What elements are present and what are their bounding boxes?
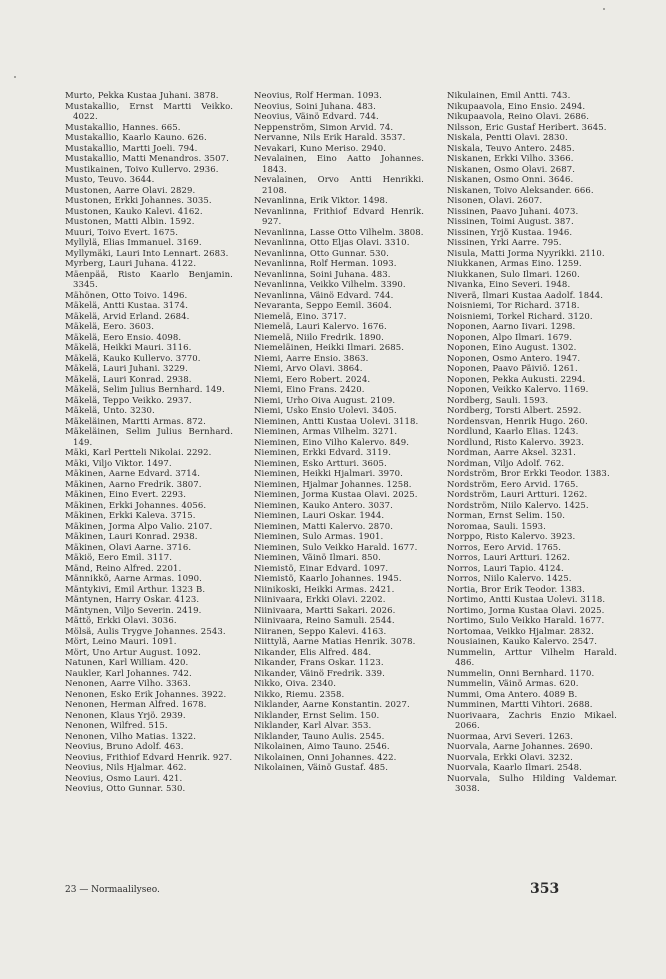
- index-entry: Niemistö, Kaarlo Johannes. 1945.: [254, 574, 402, 584]
- index-entry: Nenonen, Vilho Matias. 1322.: [65, 731, 197, 742]
- index-entry: Mänd, Reino Alfred. 2201.: [65, 563, 182, 574]
- index-entry: Nenonen, Klaus Yrjö. 2939.: [65, 710, 186, 721]
- index-entry: Niukkanen, Armas Eino. 1259.: [447, 259, 582, 269]
- index-entry: Musto, Teuvo. 3644.: [65, 175, 155, 185]
- index-entry: Nuormaa, Arvi Severi. 1263.: [447, 731, 574, 742]
- index-entry: Nuorvala, Erkki Olavi. 3232.: [447, 752, 573, 763]
- index-entry: Mäki, Viljo Viktor. 1497.: [65, 458, 172, 469]
- index-entry: Mäkelä, Arvid Erland. 2684.: [65, 311, 190, 322]
- index-entry: Mäkelä, Unto. 3230.: [65, 406, 155, 416]
- index-entry: Nikolainen, Aimo Tauno. 2546.: [254, 742, 390, 752]
- index-entry: Mustonen, Kauko Kalevi. 4162.: [65, 206, 203, 217]
- index-entry: Mäntynen, Viljo Severin. 2419.: [65, 605, 202, 616]
- index-entry: Nortimo, Antti Kustaa Uolevi. 3118.: [447, 595, 606, 605]
- index-entry: Nieminen, Esko Artturi. 3605.: [254, 458, 387, 469]
- index-entry: Niinikoski, Heikki Armas. 2421.: [254, 584, 395, 595]
- index-column-1: [65, 91, 233, 795]
- index-entry: Niskanen, Toivo Aleksander. 666.: [447, 185, 594, 196]
- index-entry: Nevalainen, Orvo Antti Henrikki. 2108.: [254, 175, 424, 196]
- index-entry: Mustakallio, Hannes. 665.: [65, 122, 181, 133]
- index-entry: Niskanen, Osmo Onni. 3646.: [447, 175, 574, 185]
- index-entry: Nieminen, Armas Vilhelm. 3271.: [254, 427, 398, 437]
- page-number: 353: [530, 881, 560, 897]
- index-entry: Mäki, Karl Pertteli Nikolai. 2292.: [65, 448, 212, 458]
- index-entry: Nortia, Bror Erik Teodor. 1383.: [447, 584, 585, 595]
- index-entry: Mäkinen, Erkki Kaleva. 3715.: [65, 511, 196, 521]
- index-entry: Nummelin, Arttur Vilhelm Harald. 486.: [447, 647, 617, 668]
- index-entry: Noponen, Osmo Antero. 1947.: [447, 353, 581, 364]
- index-entry: Mustakallio, Matti Menandros. 3507.: [65, 154, 229, 164]
- index-entry: Nuorvala, Kaarlo Ilmari. 2548.: [447, 763, 582, 773]
- index-column-2: [254, 91, 424, 774]
- index-entry: Nordberg, Torsti Albert. 2592.: [447, 406, 582, 416]
- index-entry: Niemi, Eero Robert. 2024.: [254, 374, 371, 385]
- index-entry: Nikolainen, Väinö Gustaf. 485.: [254, 763, 389, 773]
- index-entry: Nuorivaara, Zachris Enzio Mikael. 2066.: [447, 710, 617, 731]
- index-entry: Niinivaara, Reino Samuli. 2544.: [254, 616, 395, 626]
- index-entry: Mähönen, Otto Toivo. 1496.: [65, 290, 188, 301]
- index-entry: Numminen, Martti Vihtori. 2688.: [447, 700, 593, 710]
- index-entry: Neovius, Soini Juhana. 483.: [254, 101, 376, 112]
- index-entry: Mäkelä, Kauko Kullervo. 3770.: [65, 353, 201, 364]
- index-entry: Niverä, Ilmari Kustaa Aadolf. 1844.: [447, 290, 604, 301]
- index-entry: Niklander, Tauno Aulis. 2545.: [254, 731, 385, 742]
- index-entry: Niskala, Pentti Olavi. 2830.: [447, 133, 568, 143]
- index-entry: Nenonen, Herman Alfred. 1678.: [65, 700, 207, 710]
- index-entry: Mäkinen, Olavi Aarne. 3716.: [65, 542, 192, 553]
- index-entry: Mäkinen, Lauri Konrad. 2938.: [65, 532, 198, 542]
- index-entry: Nissinen, Yrjö Kustaa. 1946.: [447, 227, 573, 238]
- index-entry: Noponen, Eino August. 1302.: [447, 343, 577, 353]
- index-entry: Nortomaa, Veikko Hjalmar. 2832.: [447, 626, 594, 637]
- paper-speck: [14, 76, 16, 78]
- index-entry: Nevanlinna, Erik Viktor. 1498.: [254, 196, 388, 206]
- index-entry: Nenonen, Esko Erik Johannes. 3922.: [65, 689, 227, 700]
- index-entry: Nieminen, Lauri Oskar. 1944.: [254, 511, 385, 521]
- index-entry: Niemelä, Lauri Kalervo. 1676.: [254, 322, 387, 332]
- index-entry: Mäenpää, Risto Kaarlo Benjamin. 3345.: [65, 269, 233, 290]
- index-entry: Nevaranta, Seppo Eemil. 3604.: [254, 301, 392, 311]
- index-entry: Noponen, Veikko Kalervo. 1169.: [447, 385, 589, 395]
- index-entry: Mäkeläinen, Martti Armas. 872.: [65, 416, 206, 427]
- index-entry: Niemistö, Einar Edvard. 1097.: [254, 563, 389, 574]
- index-entry: Nissinen, Toimi August. 387.: [447, 217, 574, 227]
- index-entry: Nevakari, Kuno Meriso. 2940.: [254, 143, 387, 154]
- index-entry: Neppenström, Simon Arvid. 74.: [254, 122, 394, 133]
- index-entry: Norros, Niilo Kalervo. 1425.: [447, 574, 572, 584]
- index-entry: Nummi, Oma Antero. 4089 B.: [447, 689, 578, 700]
- index-entry: Nordlund, Risto Kalervo. 3923.: [447, 437, 585, 448]
- index-entry: Nivanka, Eino Severi. 1948.: [447, 280, 571, 290]
- index-entry: Nevanlinna, Lasse Otto Vilhelm. 3808.: [254, 227, 424, 238]
- index-entry: Nenonen, Wilfred. 515.: [65, 721, 168, 731]
- index-entry: Nieminen, Hjalmar Johannes. 1258.: [254, 479, 412, 490]
- index-entry: Nevanlinna, Väinö Edvard. 744.: [254, 290, 394, 301]
- index-entry: Nuorvala, Aarne Johannes. 2690.: [447, 742, 593, 752]
- index-entry: Muuri, Toivo Evert. 1675.: [65, 227, 179, 238]
- index-entry: Mäkinen, Eino Evert. 2293.: [65, 490, 187, 500]
- index-entry: Niklander, Karl Alvar. 353.: [254, 721, 372, 731]
- index-entry: Mättö, Erkki Olavi. 3036.: [65, 616, 177, 626]
- index-entry: Mustakallio, Kaarlo Kauno. 626.: [65, 133, 207, 143]
- index-entry: Nordberg, Sauli. 1593.: [447, 395, 549, 406]
- index-entry: Neovius, Osmo Lauri. 421.: [65, 773, 183, 784]
- index-columns: [65, 91, 625, 871]
- index-entry: Nordström, Bror Erkki Teodor. 1383.: [447, 469, 610, 479]
- index-entry: Norros, Lauri Artturi. 1262.: [447, 553, 571, 563]
- index-entry: Noponen, Paavo Päiviö. 1261.: [447, 364, 578, 374]
- index-entry: Noromaa, Sauli. 1593.: [447, 521, 546, 532]
- index-entry: Norman, Ernst Selim. 150.: [447, 511, 566, 521]
- index-entry: Niittylä, Aarne Matias Henrik. 3078.: [254, 637, 416, 647]
- index-entry: Nervanne, Nils Erik Harald. 3537.: [254, 133, 406, 143]
- index-entry: Noisniemi, Torkel Richard. 3120.: [447, 311, 593, 322]
- index-entry: Nikolainen, Onni Johannes. 422.: [254, 752, 397, 763]
- index-entry: Nortimo, Jorma Kustaa Olavi. 2025.: [447, 605, 605, 616]
- paper-speck: [603, 8, 605, 10]
- index-entry: Niemi, Eino Frans. 2420.: [254, 385, 365, 395]
- index-entry: Mustonen, Erkki Johannes. 3035.: [65, 196, 212, 206]
- index-entry: Mäkelä, Teppo Veikko. 2937.: [65, 395, 192, 406]
- index-entry: Mäntykivi, Emil Arthur. 1323 B.: [65, 584, 206, 595]
- index-entry: Nikulainen, Emil Antti. 743.: [447, 91, 571, 101]
- index-entry: Nevalainen, Eino Aatto Johannes. 1843.: [254, 154, 424, 175]
- index-entry: Nissinen, Yrki Aarre. 795.: [447, 238, 562, 248]
- index-entry: Neovius, Nils Hjalmar. 462.: [65, 763, 187, 773]
- index-entry: Nevanlinna, Veikko Vilhelm. 3390.: [254, 280, 406, 290]
- index-entry: Mäkelä, Eero. 3603.: [65, 322, 155, 332]
- index-entry: Nieminen, Antti Kustaa Uolevi. 3118.: [254, 416, 419, 427]
- index-entry: Mäkeläinen, Selim Julius Bernhard. 149.: [65, 427, 233, 448]
- index-entry: Nikupaavola, Reino Olavi. 2686.: [447, 112, 590, 122]
- index-entry: Mustonen, Aarre Olavi. 2829.: [65, 185, 196, 196]
- index-entry: Nevanlinna, Frithiof Edvard Henrik. 927.: [254, 206, 424, 227]
- index-entry: Mäkelä, Eero Ensio. 4098.: [65, 332, 182, 343]
- index-entry: Mäkelä, Heikki Mauri. 3116.: [65, 343, 192, 353]
- index-entry: Mäkinen, Aarne Edvard. 3714.: [65, 469, 201, 479]
- index-entry: Mölsä, Aulis Trygve Johannes. 2543.: [65, 626, 226, 637]
- index-entry: Niukkanen, Sulo Ilmari. 1260.: [447, 269, 580, 280]
- index-entry: Naukler, Karl Johannes. 742.: [65, 668, 192, 679]
- index-entry: Mäntynen, Harry Oskar. 4123.: [65, 595, 200, 605]
- index-entry: Mäkiö, Eero Emil. 3117.: [65, 553, 173, 563]
- index-entry: Mäkelä, Antti Kustaa. 3174.: [65, 301, 188, 311]
- index-entry: Norros, Lauri Tapio. 4124.: [447, 563, 564, 574]
- index-entry: Niiranen, Seppo Kalevi. 4163.: [254, 626, 387, 637]
- index-entry: Nieminen, Erkki Edvard. 3119.: [254, 448, 391, 458]
- index-entry: Nevanlinna, Soini Juhana. 483.: [254, 269, 391, 280]
- index-entry: Nieminen, Väinö Ilmari. 850.: [254, 553, 381, 563]
- index-entry: Niskanen, Erkki Vilho. 3366.: [447, 154, 574, 164]
- index-entry: Nikupaavola, Eino Ensio. 2494.: [447, 101, 586, 112]
- index-entry: Nordman, Aarre Aksel. 3231.: [447, 448, 576, 458]
- index-entry: Noponen, Alpo Ilmari. 1679.: [447, 332, 573, 343]
- index-entry: Nieminen, Heikki Hjalmari. 3970.: [254, 469, 403, 479]
- index-entry: Nenonen, Aarre Vilho. 3363.: [65, 679, 191, 689]
- index-entry: Mäkinen, Jorma Alpo Valio. 2107.: [65, 521, 213, 532]
- index-entry: Männikkö, Aarne Armas. 1090.: [65, 574, 202, 584]
- index-entry: Norppo, Risto Kalervo. 3923.: [447, 532, 576, 542]
- index-entry: Nieminen, Sulo Veikko Harald. 1677.: [254, 542, 418, 553]
- index-entry: Neovius, Otto Gunnar. 530.: [65, 784, 186, 794]
- index-entry: Nieminen, Kauko Antero. 3037.: [254, 500, 393, 511]
- index-entry: Nordström, Lauri Artturi. 1262.: [447, 490, 588, 500]
- index-entry: Mäkinen, Aarno Fredrik. 3807.: [65, 479, 202, 490]
- index-entry: Murto, Pekka Kustaa Juhani. 3878.: [65, 91, 219, 101]
- index-entry: Mustonen, Matti Albin. 1592.: [65, 217, 195, 227]
- index-entry: Nordensvan, Henrik Hugo. 260.: [447, 416, 588, 427]
- index-entry: Nisula, Matti Jorma Nyyrikki. 2110.: [447, 248, 605, 259]
- index-entry: Nikander, Frans Oskar. 1123.: [254, 658, 384, 668]
- index-entry: Neovius, Bruno Adolf. 463.: [65, 742, 184, 752]
- index-entry: Nieminen, Matti Kalervo. 2870.: [254, 521, 394, 532]
- index-entry: Niklander, Aarne Konstantin. 2027.: [254, 700, 410, 710]
- index-entry: Niemelä, Niilo Fredrik. 1890.: [254, 332, 384, 343]
- index-entry: Nilsson, Eric Gustaf Heribert. 3645.: [447, 122, 607, 133]
- index-entry: Mört, Uno Artur August. 1092.: [65, 647, 201, 658]
- index-entry: Niinivaara, Martti Sakari. 2026.: [254, 605, 396, 616]
- index-entry: Niemi, Arvo Olavi. 3864.: [254, 364, 363, 374]
- index-entry: Nummelin, Väinö Armas. 620.: [447, 679, 579, 689]
- index-entry: Myrberg, Lauri Juhana. 4122.: [65, 259, 197, 269]
- index-entry: Noisniemi, Tor Richard. 3718.: [447, 301, 580, 311]
- index-entry: Niemi, Aarre Ensio. 3863.: [254, 353, 369, 364]
- index-entry: Mustikainen, Toivo Kullervo. 2936.: [65, 164, 219, 175]
- index-entry: Natunen, Karl William. 420.: [65, 658, 189, 668]
- index-entry: Nevanlinna, Rolf Herman. 1093.: [254, 259, 397, 269]
- index-entry: Nousiainen, Kauko Kalervo. 2547.: [447, 637, 598, 647]
- index-entry: Noponen, Aarno Iivari. 1298.: [447, 322, 576, 332]
- index-entry: Myllymäki, Lauri Into Lennart. 2683.: [65, 248, 229, 259]
- index-entry: Nordman, Viljo Adolf. 762.: [447, 458, 565, 469]
- index-entry: Neovius, Rolf Herman. 1093.: [254, 91, 382, 101]
- index-entry: Mört, Leino Mauri. 1091.: [65, 637, 177, 647]
- index-entry: Nikko, Oiva. 2340.: [254, 679, 337, 689]
- index-entry: Nummelin, Onni Bernhard. 1170.: [447, 668, 595, 679]
- index-entry: Nevanlinna, Otto Eljas Olavi. 3310.: [254, 238, 410, 248]
- index-entry: Norros, Eero Arvid. 1765.: [447, 542, 562, 553]
- index-entry: Nikander, Väinö Fredrik. 339.: [254, 668, 385, 679]
- index-entry: Neovius, Väinö Edvard. 744.: [254, 112, 379, 122]
- index-entry: Mäkinen, Erkki Johannes. 4056.: [65, 500, 207, 511]
- index-entry: Nieminen, Eino Vilho Kalervo. 849.: [254, 437, 410, 448]
- index-entry: Nissinen, Paavo Juhani. 4073.: [447, 206, 579, 217]
- index-entry: Niemeläinen, Heikki Ilmari. 2685.: [254, 343, 405, 353]
- index-entry: Niskanen, Osmo Olavi. 2687.: [447, 164, 576, 175]
- index-entry: Nevanlinna, Otto Gunnar. 530.: [254, 248, 389, 259]
- index-entry: Noponen, Pekka Aukusti. 2294.: [447, 374, 586, 385]
- index-entry: Nortimo, Sulo Veikko Harald. 1677.: [447, 616, 605, 626]
- index-entry: Niemi, Urho Oiva August. 2109.: [254, 395, 396, 406]
- index-entry: Myllylä, Elias Immanuel. 3169.: [65, 238, 202, 248]
- printer-signature: 23 — Normaalilyseo.: [65, 885, 160, 895]
- index-entry: Nordström, Eero Arvid. 1765.: [447, 479, 579, 490]
- index-entry: Niskala, Teuvo Antero. 2485.: [447, 143, 575, 154]
- index-entry: Nikko, Riemu. 2358.: [254, 689, 345, 700]
- index-entry: Nikander, Elis Alfred. 484.: [254, 647, 372, 658]
- index-column-3: [447, 91, 617, 795]
- index-entry: Nieminen, Jorma Kustaa Olavi. 2025.: [254, 490, 418, 500]
- index-entry: Mustakallio, Martti Joeli. 794.: [65, 143, 198, 154]
- index-entry: Nuorvala, Sulho Hilding Valdemar. 3038.: [447, 773, 617, 794]
- index-entry: Mustakallio, Ernst Martti Veikko. 4022.: [65, 101, 233, 122]
- index-entry: Niemelä, Eino. 3717.: [254, 311, 347, 322]
- index-entry: Nordström, Niilo Kalervo. 1425.: [447, 500, 589, 511]
- index-entry: Mäkelä, Lauri Konrad. 2938.: [65, 374, 192, 385]
- index-entry: Nisonen, Olavi. 2607.: [447, 196, 543, 206]
- index-entry: Nordlund, Kaarlo Elias. 1243.: [447, 427, 579, 437]
- index-entry: Niemi, Usko Ensio Uolevi. 3405.: [254, 406, 397, 416]
- index-entry: Nieminen, Sulo Armas. 1901.: [254, 532, 384, 542]
- index-entry: Niklander, Ernst Selim. 150.: [254, 710, 380, 721]
- index-entry: Mäkelä, Selim Julius Bernhard. 149.: [65, 385, 225, 395]
- index-entry: Mäkelä, Lauri Juhani. 3229.: [65, 364, 188, 374]
- index-entry: Niinivaara, Erkki Olavi. 2202.: [254, 595, 386, 605]
- index-entry: Neovius, Frithiof Edvard Henrik. 927.: [65, 752, 233, 763]
